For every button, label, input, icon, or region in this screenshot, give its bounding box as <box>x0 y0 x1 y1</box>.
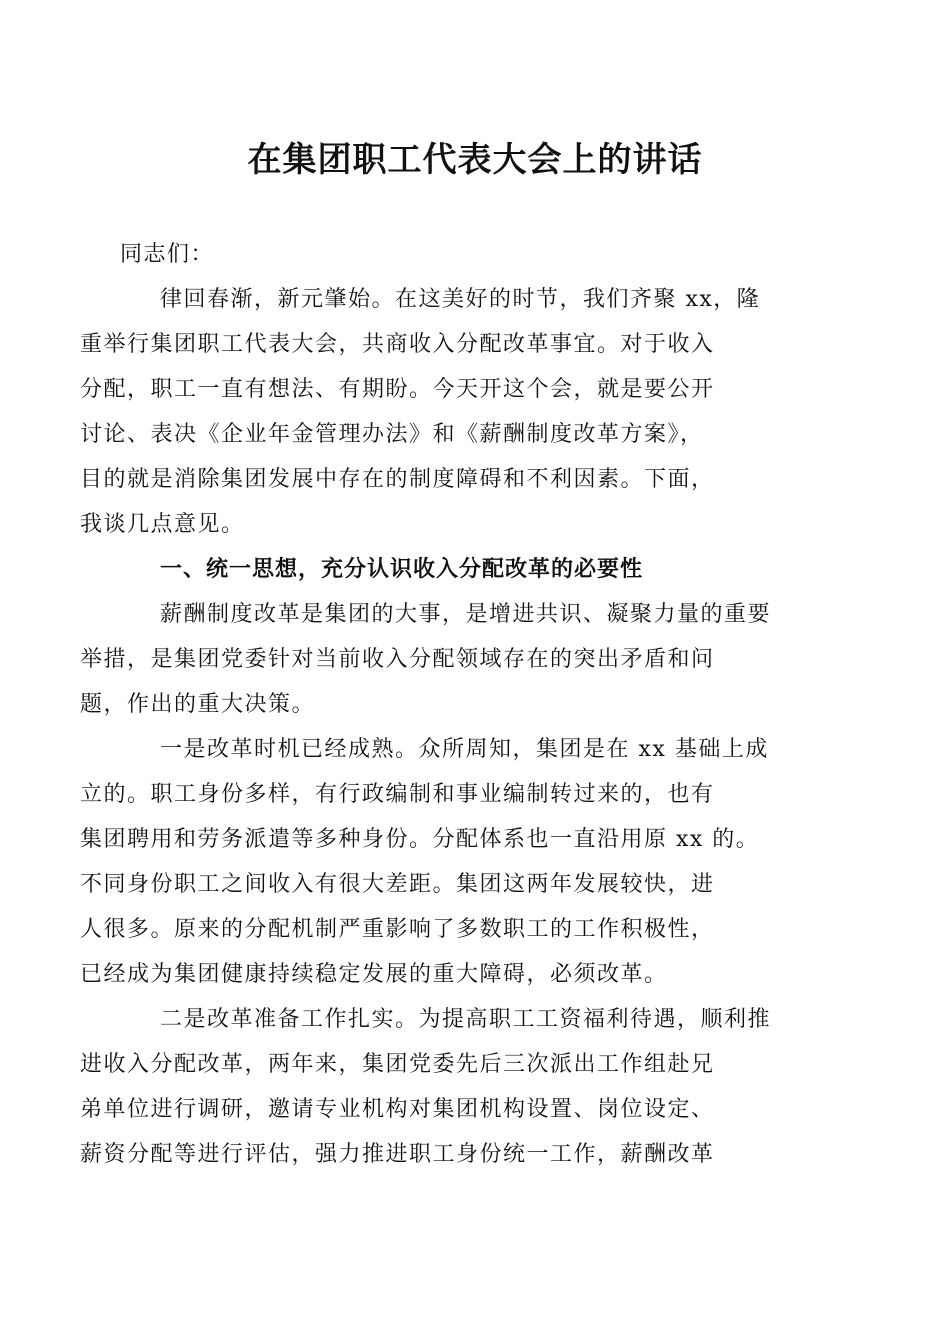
intro-paragraph <box>80 277 824 547</box>
intro-line: 分配，职工一直有想法、有期盼。今天开这个会，就是要公开 <box>80 377 715 402</box>
document-title: 在集团职工代表大会上的讲话 <box>247 140 703 180</box>
intro-line: 讨论、表决《企业年金管理办法》和《薪酬制度改革方案》， <box>80 422 704 447</box>
point-line: 薪资分配等进行评估，强力推进职工身份统一工作，薪酬改革 <box>80 1142 715 1167</box>
intro-line: 律回春渐，新元肇始。在这美好的时节，我们齐聚 xx，隆 <box>160 287 761 312</box>
intro-line: 目的就是消除集团发展中存在的制度障碍和不利因素。下面， <box>80 467 715 492</box>
point-line: 人很多。原来的分配机制严重影响了多数职工的工作积极性， <box>80 917 715 942</box>
point-text: 众所周知，集团是在 xx 基础上成 <box>418 737 769 762</box>
intro-line: 重举行集团职工代表大会，共商收入分配改革事宜。对于收入 <box>80 332 715 357</box>
point-line: 进收入分配改革，两年来，集团党委先后三次派出工作组赴兄 <box>80 1052 715 1077</box>
intro-line: 我谈几点意见。 <box>80 512 245 537</box>
salutation: 同志们： <box>120 242 215 267</box>
point-line: 立的。职工身份多样，有行政编制和事业编制转过来的，也有 <box>80 782 715 807</box>
point-paragraph <box>80 727 824 997</box>
section-line: 题，作出的重大决策。 <box>80 692 316 717</box>
section-heading: 一、统一思想，充分认识收入分配改革的必要性 <box>160 557 644 582</box>
section-paragraph <box>80 592 824 727</box>
point-lead: 二是改革准备工作扎实。 <box>160 1007 419 1032</box>
document-body <box>80 232 824 1177</box>
point-line: 不同身份职工之间收入有很大差距。集团这两年发展较快，进 <box>80 872 715 897</box>
point-line: 已经成为集团健康持续稳定发展的重大障碍，必须改革。 <box>80 962 668 987</box>
point-line: 弟单位进行调研，邀请专业机构对集团机构设置、岗位设定、 <box>80 1097 715 1122</box>
point-lead: 一是改革时机已经成熟。 <box>160 737 419 762</box>
point-text: 为提高职工工资福利待遇，顺利推 <box>418 1007 772 1032</box>
section-line: 薪酬制度改革是集团的大事，是增进共识、凝聚力量的重要 <box>160 602 772 627</box>
point-first-line <box>120 727 824 772</box>
point-paragraph <box>80 997 824 1177</box>
point-first-line <box>120 997 824 1042</box>
section-line: 举措，是集团党委针对当前收入分配领域存在的突出矛盾和问 <box>80 647 715 672</box>
point-line: 集团聘用和劳务派遣等多种身份。分配体系也一直沿用原 xx 的。 <box>80 827 760 852</box>
